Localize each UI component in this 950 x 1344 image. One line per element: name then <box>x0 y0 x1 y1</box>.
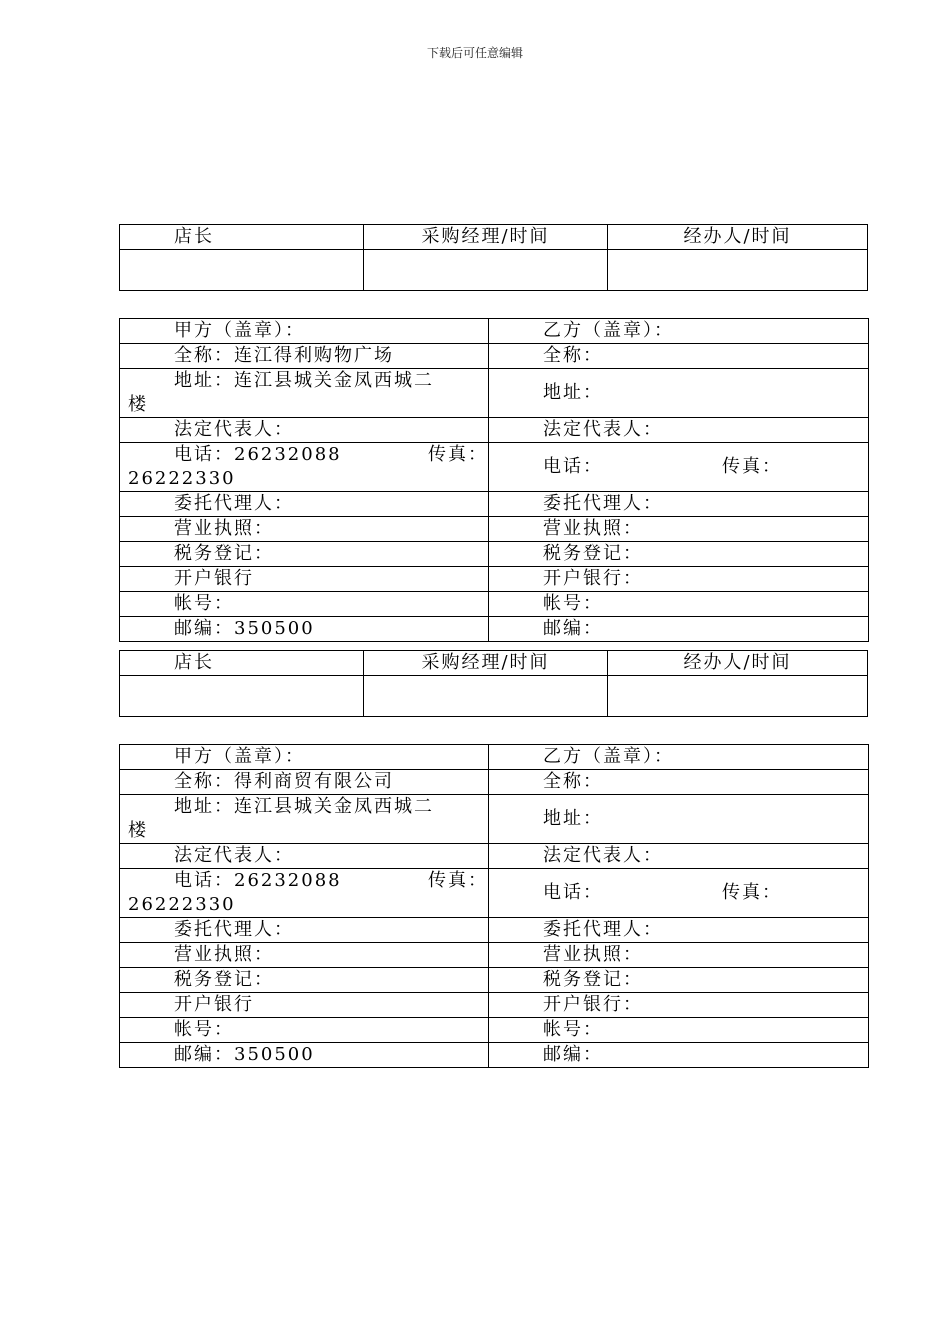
handler-header: 经办人/时间 <box>608 651 868 676</box>
party-b-tax: 税务登记： <box>489 968 869 993</box>
full-name-row <box>120 344 869 369</box>
party-a-full-name: 全称：连江得利购物广场 <box>120 344 489 369</box>
party-b-phone <box>489 443 869 492</box>
party-a-postcode: 邮编：350500 <box>120 617 489 642</box>
signature-blank-row <box>120 250 868 291</box>
account-row <box>120 1018 869 1043</box>
signature-blank-row <box>120 676 868 717</box>
party-title-row <box>120 319 869 344</box>
postcode-row <box>120 1043 869 1068</box>
party-a-agent: 委托代理人： <box>120 492 489 517</box>
party-a-bank: 开户银行 <box>120 567 489 592</box>
party-b-fax-label: 传真： <box>722 456 782 477</box>
party-a-license: 营业执照： <box>120 517 489 542</box>
party-a-bank: 开户银行 <box>120 993 489 1018</box>
party-a-address-line1: 地址：连江县城关金凤西城二 <box>174 796 434 817</box>
party-a-tax: 税务登记： <box>120 968 489 993</box>
license-row <box>120 943 869 968</box>
phone-row <box>120 869 869 918</box>
party-b-title: 乙方（盖章）： <box>489 745 869 770</box>
party-a-fax-value: 26222330 <box>128 468 236 489</box>
license-row <box>120 517 869 542</box>
party-b-full-name: 全称： <box>489 770 869 795</box>
postcode-row <box>120 617 869 642</box>
party-b-phone-label: 电话： <box>543 456 603 477</box>
party-b-agent: 委托代理人： <box>489 918 869 943</box>
agent-row <box>120 918 869 943</box>
party-table-1 <box>119 318 869 642</box>
tax-row <box>120 542 869 567</box>
full-name-row <box>120 770 869 795</box>
party-b-legal-rep: 法定代表人： <box>489 418 869 443</box>
signature-table-2 <box>119 650 868 717</box>
store-manager-cell[interactable] <box>120 250 364 291</box>
party-b-address: 地址： <box>489 369 869 418</box>
purchase-manager-cell[interactable] <box>364 250 608 291</box>
party-b-address: 地址： <box>489 795 869 844</box>
legal-rep-row <box>120 844 869 869</box>
store-manager-cell[interactable] <box>120 676 364 717</box>
party-a-license: 营业执照： <box>120 943 489 968</box>
party-b-bank: 开户银行： <box>489 993 869 1018</box>
party-table-2 <box>119 744 869 1068</box>
signature-table-1 <box>119 224 868 291</box>
party-b-full-name: 全称： <box>489 344 869 369</box>
party-a-account: 帐号： <box>120 1018 489 1043</box>
bank-row <box>120 567 869 592</box>
bank-row <box>120 993 869 1018</box>
party-b-phone-label: 电话： <box>543 882 603 903</box>
party-b-postcode: 邮编： <box>489 1043 869 1068</box>
party-title-row <box>120 745 869 770</box>
party-a-legal-rep: 法定代表人： <box>120 844 489 869</box>
party-a-address-line2: 楼 <box>128 394 148 415</box>
party-b-license: 营业执照： <box>489 517 869 542</box>
purchase-manager-header: 采购经理/时间 <box>364 651 608 676</box>
party-a-agent: 委托代理人： <box>120 918 489 943</box>
party-a-address <box>120 795 489 844</box>
store-manager-header: 店长 <box>120 651 364 676</box>
address-row <box>120 369 869 418</box>
store-manager-header: 店长 <box>120 225 364 250</box>
signature-header-row <box>120 225 868 250</box>
agent-row <box>120 492 869 517</box>
party-a-legal-rep: 法定代表人： <box>120 418 489 443</box>
legal-rep-row <box>120 418 869 443</box>
party-a-fax-value: 26222330 <box>128 894 236 915</box>
party-a-tax: 税务登记： <box>120 542 489 567</box>
handler-cell[interactable] <box>608 250 868 291</box>
party-a-phone-label: 电话：26232088 <box>174 870 342 891</box>
page-header-note: 下载后可任意编辑 <box>426 46 523 60</box>
party-a-address-line2: 楼 <box>128 820 148 841</box>
party-b-bank: 开户银行： <box>489 567 869 592</box>
party-a-phone <box>120 443 489 492</box>
party-b-tax: 税务登记： <box>489 542 869 567</box>
party-a-address <box>120 369 489 418</box>
tax-row <box>120 968 869 993</box>
party-a-account: 帐号： <box>120 592 489 617</box>
party-b-legal-rep: 法定代表人： <box>489 844 869 869</box>
party-a-full-name: 全称：得利商贸有限公司 <box>120 770 489 795</box>
party-b-account: 帐号： <box>489 1018 869 1043</box>
handler-cell[interactable] <box>608 676 868 717</box>
party-a-postcode: 邮编：350500 <box>120 1043 489 1068</box>
party-b-postcode: 邮编： <box>489 617 869 642</box>
party-a-fax-label: 传真： <box>428 870 488 891</box>
party-a-title: 甲方（盖章）： <box>120 745 489 770</box>
party-b-license: 营业执照： <box>489 943 869 968</box>
signature-header-row <box>120 651 868 676</box>
party-a-fax-label: 传真： <box>428 444 488 465</box>
party-b-agent: 委托代理人： <box>489 492 869 517</box>
address-row <box>120 795 869 844</box>
party-b-account: 帐号： <box>489 592 869 617</box>
handler-header: 经办人/时间 <box>608 225 868 250</box>
purchase-manager-cell[interactable] <box>364 676 608 717</box>
party-b-title: 乙方（盖章）： <box>489 319 869 344</box>
party-a-phone <box>120 869 489 918</box>
purchase-manager-header: 采购经理/时间 <box>364 225 608 250</box>
party-b-fax-label: 传真： <box>722 882 782 903</box>
party-a-address-line1: 地址：连江县城关金凤西城二 <box>174 370 434 391</box>
party-a-title: 甲方（盖章）： <box>120 319 489 344</box>
phone-row <box>120 443 869 492</box>
party-a-phone-label: 电话：26232088 <box>174 444 342 465</box>
account-row <box>120 592 869 617</box>
party-b-phone <box>489 869 869 918</box>
